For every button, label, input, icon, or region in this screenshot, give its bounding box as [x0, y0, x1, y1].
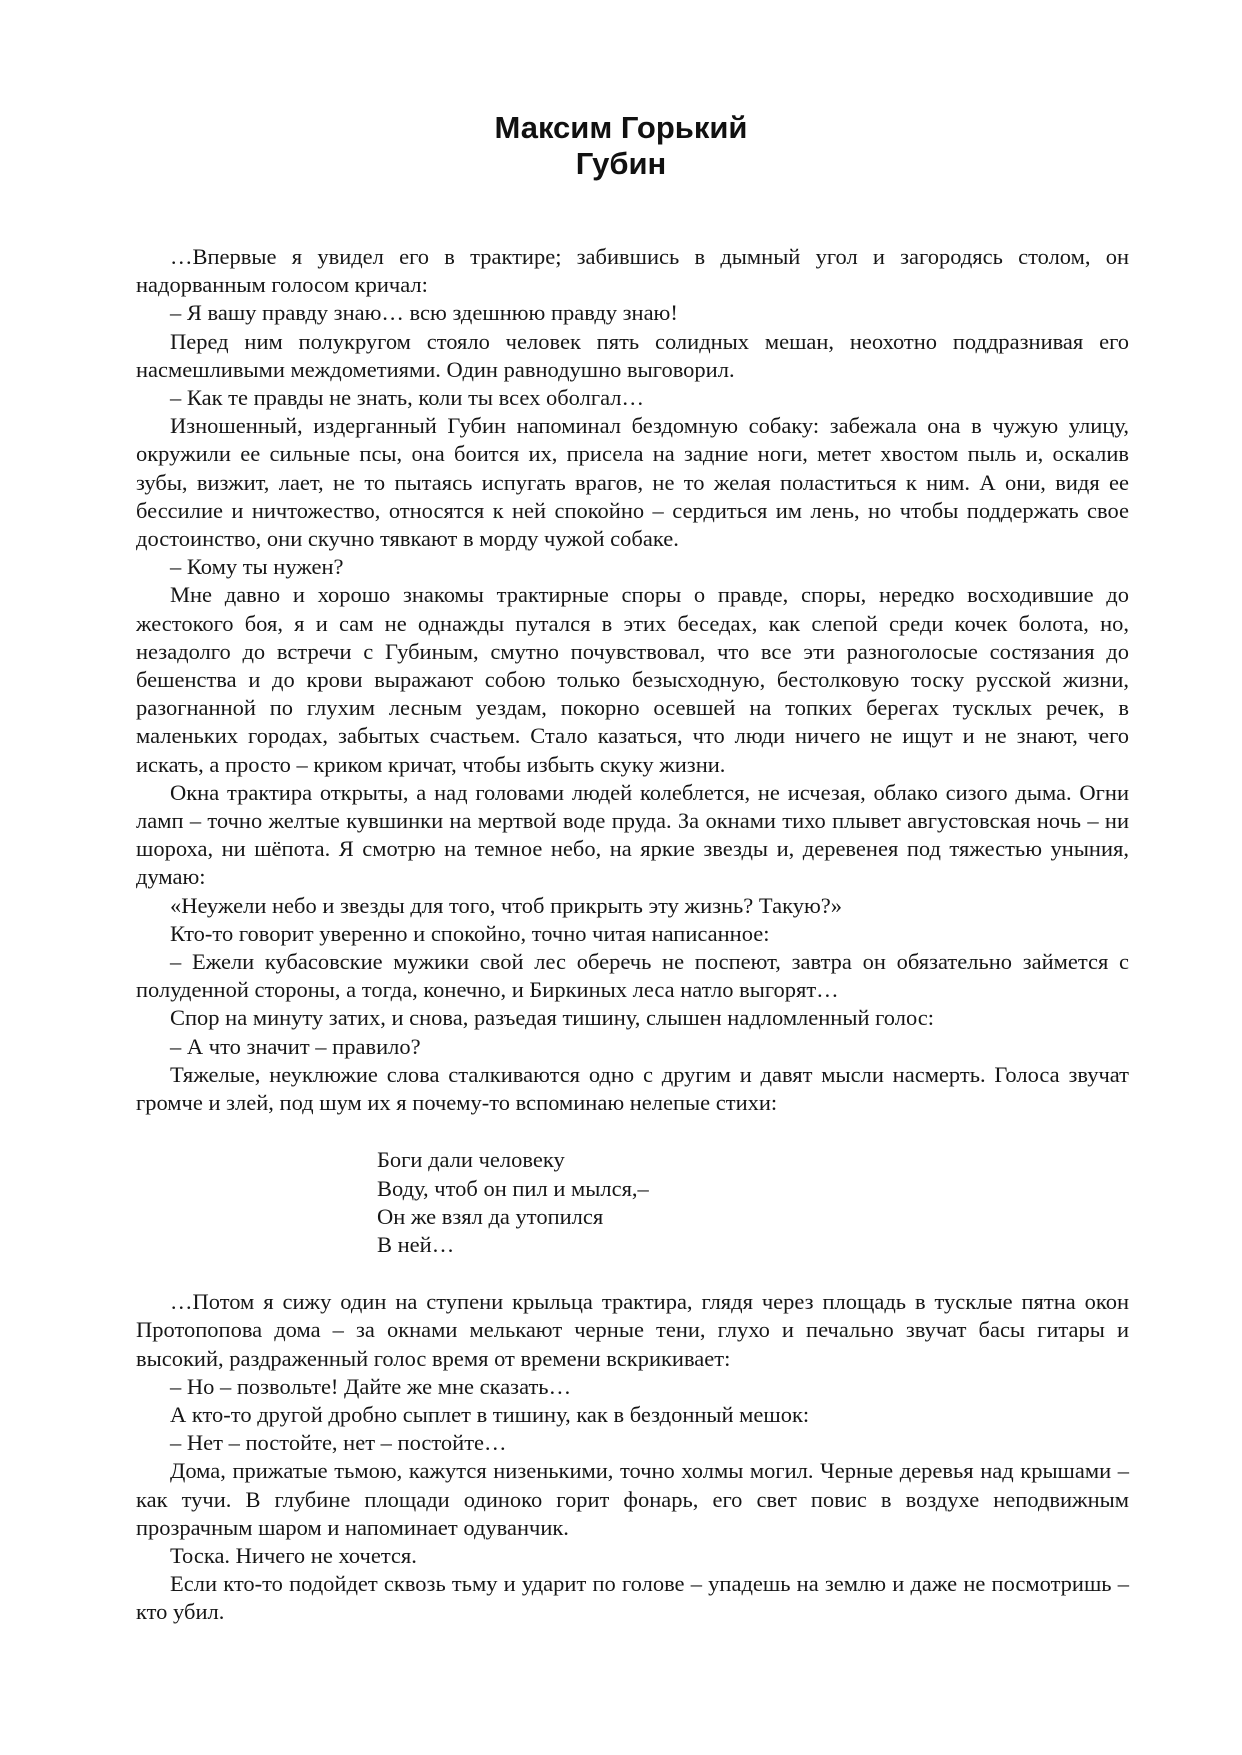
paragraph: «Неужели небо и звезды для того, чтоб прикрыть эту жизнь? Такую?» [170, 892, 843, 918]
paragraph: Спор на минуту затих, и снова, разъедая тишину, слышен надломленный голос: [170, 1005, 935, 1031]
paragraph: – Я вашу правду знаю… всю здешнюю правду знаю! [170, 300, 678, 326]
paragraph: Мне давно и хорошо знакомы трактирные споры о правде, споры, нередко восходившие до жестокого боя, я и сам не однажды путался в этих беседах, как слепой среди кочек болота, но, незадолго до встречи с Губиным, смутно почувствовал, что все эти разноголосые состязания до бешенства и до крови выражают собою только безысходную, бестолковую тоску русской жизни, разогнанной по глухим лесным уездам, покорно осевшей на топких берегах тусклых речек, в маленьких городах, забытых счастьем. Стало казаться, что люди ничего не ищут и не знают, чего искать, а просто – криком кричат, чтобы избыть скуку жизни. [136, 582, 1129, 777]
document-title: Губин [575, 146, 667, 181]
poem-line: Боги дали человеку [377, 1147, 565, 1173]
poem-line: Воду, чтоб он пил и мылся,– [377, 1175, 649, 1201]
paragraph: …Потом я сижу один на ступени крыльца трактира, глядя через площадь в тусклые пятна окон Протопопова дома – за окнами мелькают черные тени, глухо и печально звучат басы гитары и высокий, раздраженный голос время от времени вскрикивает: [136, 1289, 1129, 1371]
poem-line: Он же взял да утопился [377, 1203, 604, 1229]
paragraph: – Нет – постойте, нет – постойте… [170, 1430, 507, 1456]
document-body [136, 243, 1129, 1627]
paragraph: Изношенный, издерганный Губин напоминал бездомную собаку: забежала она в чужую улицу, окружили ее сильные псы, она боится их, присела на задние ноги, метет хвостом пыль и, оскалив зубы, визжит, лает, не то пытаясь испугать врагов, не то желая поластиться к ним. А они, видя ее бессилие и ничтожество, относятся к ней спокойно – сердиться им лень, но чтобы поддержать свое достоинство, они скучно тявкают в морду чужой собаке. [136, 413, 1129, 552]
paragraph: Перед ним полукругом стояло человек пять солидных мешан, неохотно поддразнивая его насмешливыми междометиями. Один равнодушно выговорил. [136, 328, 1129, 382]
poem-line: В ней… [377, 1231, 455, 1257]
paragraph: – Кому ты нужен? [170, 554, 344, 580]
paragraph: Окна трактира открыты, а над головами людей колеблется, не исчезая, облако сизого дыма. Огни ламп – точно желтые кувшинки на мертвой воде пруда. За окнами тихо плывет августовская ночь – ни шороха, ни шёпота. Я смотрю на темное небо, на яркие звезды и, деревенея под тяжестью уныния, думаю: [136, 779, 1129, 890]
paragraph: – Но – позвольте! Дайте же мне сказать… [170, 1373, 572, 1399]
paragraph: – Ежели кубасовские мужики свой лес оберечь не поспеют, завтра он обязательно займется с полуденной стороны, а тогда, конечно, и Биркиных леса натло выгорят… [136, 949, 1129, 1003]
paragraph: …Впервые я увидел его в трактире; забившись в дымный угол и загородясь столом, он надорванным голосом кричал: [136, 244, 1129, 298]
paragraph: А кто-то другой дробно сыплет в тишину, как в бездонный мешок: [170, 1401, 810, 1427]
paragraph: Тяжелые, неуклюжие слова сталкиваются одно с другим и давят мысли насмерть. Голоса звучат громче и злей, под шум их я почему-то вспоминаю нелепые стихи: [136, 1061, 1129, 1116]
paragraph: – Как те правды не знать, коли ты всех оболгал… [170, 385, 644, 411]
paragraph: Дома, прижатые тьмою, кажутся низенькими, точно холмы могил. Черные деревья над крышами – как тучи. В глубине площади одиноко горит фонарь, его свет повис в воздухе неподвижным прозрачным шаром и напоминает одуванчик. [136, 1458, 1129, 1540]
author-name: Максим Горький [494, 110, 748, 145]
poem-stanza [377, 1146, 1129, 1259]
paragraph: Кто-то говорит уверенно и спокойно, точно читая написанное: [170, 920, 770, 946]
paragraph: Тоска. Ничего не хочется. [170, 1542, 417, 1568]
document-header [0, 110, 1242, 182]
paragraph: – А что значит – правило? [170, 1033, 421, 1059]
paragraph: Если кто-то подойдет сквозь тьму и ударит по голове – упадешь на землю и даже не посмотришь – кто убил. [136, 1571, 1129, 1625]
